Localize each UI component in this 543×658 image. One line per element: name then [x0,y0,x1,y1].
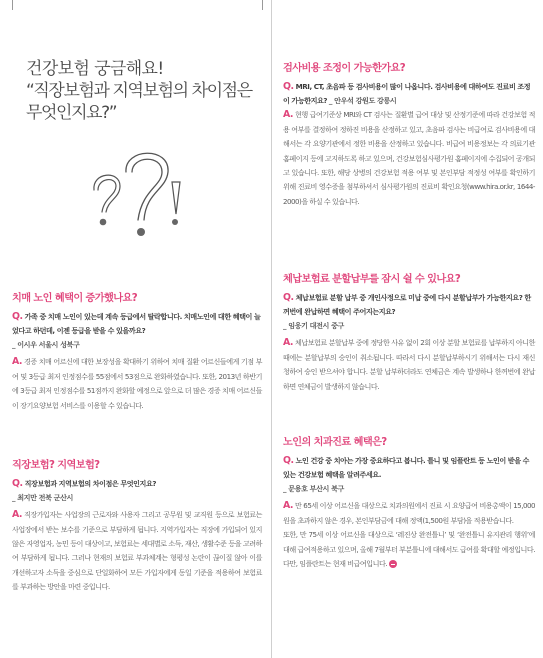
dot-icon [172,219,178,225]
a-mark: A. [283,500,293,512]
question [283,454,535,482]
q-mark: Q. [283,292,294,303]
question [12,310,262,338]
qa-dental [283,436,535,571]
answer-text: 직장가입자는 사업장의 근로자와 사용자 그리고 공무원 및 교직원 등으로 보험료는 사업장에서 받는 보수를 기준으로 부담하게 됩니다. 지역가입자는 직장에 가입되어 있지 않은 자영업자, 농민 등이 대상이고, 보험료는 세대별로 소득, 재산, 생활수준 등을 고려하여 부담하게 됩니다. 그러나 현재의 보험료 부과체계는 형평성 논란이 끊이질 않아 이를 개선하고자 소득을 중심으로 단일화하여 모든 가입자에게 동일 기준을 적용하여 보험료를 부과하는 방안을 마련 중입니다. [12,510,262,592]
dot-icon [100,219,107,226]
hero-line-1: 건강보험 궁금해요! [26,59,164,79]
qa-dementia [12,292,262,413]
end-mark-icon [389,560,397,568]
answer [283,499,535,528]
answer-text: 또한, 만 75세 이상 어르신을 대상으로 ‘레진상 완전틀니’ 및 ‘완전틀니 유지관리 행위’에 대해 급여적용하고 있으며, 올해 7월부터 부분틀니에 대해서도 급여를 확대할 예정입니다. 다만, 임플란트는 현재 비급여입니다. [283,530,536,569]
answer [283,336,535,394]
q-mark: Q. [12,478,23,489]
question-text: 가족 중 치매 노인이 있는데 계속 등급에서 탈락합니다. 치매노인에 대한 혜택이 늘었다고 하던데, 이젠 등급을 받을 수 있을까요? [12,312,261,336]
question [283,80,535,108]
questioner: _ 이시우 서울시 성북구 [12,340,80,350]
question-text: 체납보험료 분할 납부 중 개인사정으로 미납 중에 다시 분할납부가 가능한지요? 한꺼번에 완납하면 혜택이 주어지는지요? [283,293,531,317]
a-mark: A. [283,109,293,121]
answer [12,355,262,413]
a-mark: A. [283,337,293,349]
question-text: 직장보험과 지역보험의 차이점은 무엇인지요? [24,479,157,488]
question-text: MRI, CT, 초음파 등 검사비용이 많이 나옵니다. 검사비용에 대하여도 진료비 조정이 가능한지요? [283,82,531,106]
questioner: _ 임웅기 대전시 중구 [283,321,344,331]
answer-text: 만 65세 이상 어르신을 대상으로 치과의원에서 진료 시 요양급여 비용총액이 15,000원을 초과하지 않은 경우, 본인부담금에 대해 정액(1,500원 부담)을 적용받습니다. [283,501,535,525]
hero-line-2: “직장보험과 지역보험의 차이점은 [26,81,252,101]
a-mark: A. [12,509,22,521]
answer [283,108,535,209]
question [12,477,262,491]
a-mark: A. [12,356,22,368]
section-title: 치매 노인 혜택이 증가했나요? [12,293,138,304]
q-mark: Q. [283,81,294,92]
section-title: 검사비용 조정이 가능한가요? [283,63,406,74]
qa-insurance-type [12,459,262,595]
answer-text: 현행 급여기준상 MRI와 CT 검사는 질환별 급여 대상 및 산정기준에 따라 건강보험 적용 여부를 결정하여 정하진 비용을 산정하고 있고, 초음파 검사는 비급여로 검사비용에 대해서는 각 요양기관에서 정한 비용을 산정하고 있습니다. 비급여 비용정보는 각 의료기관 홈페이지 등에 고지하도록 하고 있으며, 건강보험심사평가원 홈페이지에 수집되어 공개되고 있습니다. 또한, 해당 상병의 건강보험 적용 여부 및 본인부담 적정성 여부를 확인하기 위해 진료비 영수증을 첨부하셔서 심사평가원의 진료비 확인요청(www.hira.or.kr, 1644-2000)을 하실 수 있습니다. [283,110,535,206]
questioner: _ 문용호 부산시 북구 [283,484,344,494]
column-divider [271,0,272,658]
answer [12,508,262,594]
section-title: 직장보험? 지역보험? [12,460,100,471]
dot-icon [137,228,145,236]
hero-line-3: 무엇인지요?” [26,103,117,123]
qa-exam-cost [283,62,535,209]
questioner: _ 안우석 강원도 강릉시 [328,96,397,106]
answer-text: 경증 치매 어르신에 대한 보장성을 확대하기 위하여 치매 질환 어르신들에게 기점 부여 및 3등급 최저 인정점수를 55점에서 53점으로 완화하였습니다. 또한, 2013년 하반기에 3등급 최저 인정점수를 51점까지 완화할 예정으로 앞으로 더 많은 경증 치매 어르신들이 장기요양보험 서비스를 이용할 수 있습니다. [12,357,262,410]
hero-heading [26,58,262,124]
answer-text: 체납보험료 분할납부 중에 정당한 사유 없이 2회 이상 분할 보험료를 납부하지 아니한 때에는 분할납부의 승인이 취소됩니다. 따라서 다시 분할납부하시기 위해서는 다시 재신청하여 승인 받으셔야 합니다. 분할 납부하더라도 연체금은 계속 발생하나 한꺼번에 완납하면 연체금이 발생하지 않습니다. [283,338,535,391]
right-column [283,0,535,658]
section-title: 노인의 치과진료 혜택은? [283,437,387,448]
question [283,291,535,319]
q-mark: Q. [12,311,23,322]
question-marks-illustration [80,142,190,252]
crop-mark [262,0,263,10]
q-mark: Q. [283,455,294,466]
question-text: 노인 건강 중 치아는 가장 중요하다고 봅니다. 틀니 및 임플란트 등 노인이 받을 수 있는 건강보험 혜택을 알려주세요. [283,456,530,480]
answer-continued [283,528,535,571]
section-title: 체납보험료 분할납부를 잠시 쉴 수 있나요? [283,274,461,285]
questioner: _ 최지만 전북 군산시 [12,493,73,503]
left-column [12,0,262,658]
qa-installment [283,273,535,394]
